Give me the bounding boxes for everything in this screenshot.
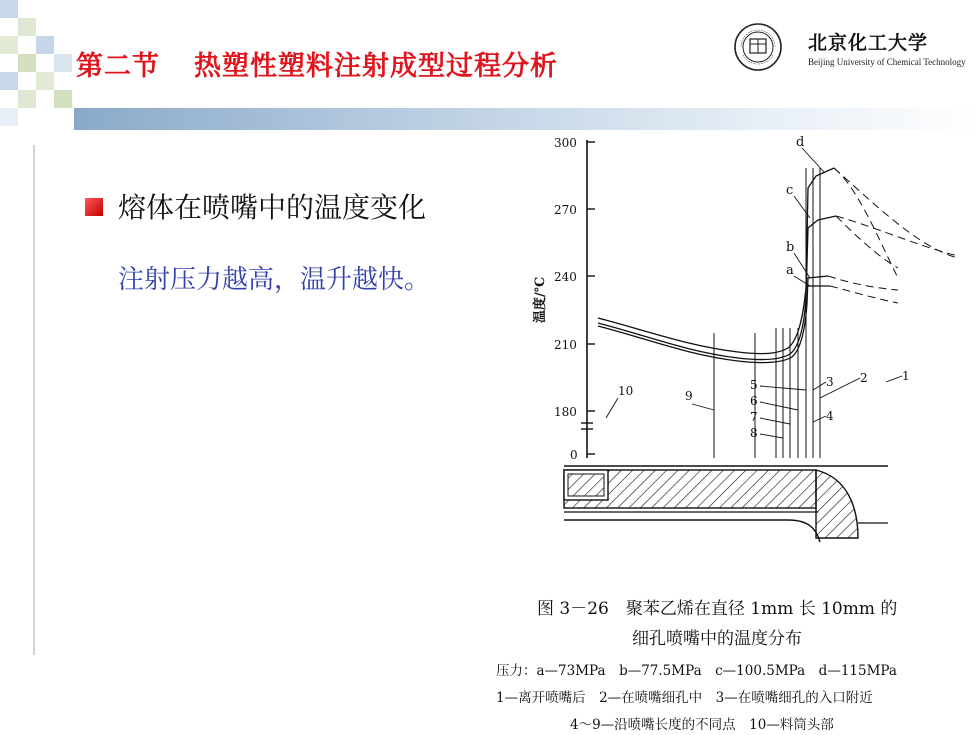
temperature-distribution-figure <box>488 128 980 550</box>
y-ticks <box>581 142 595 454</box>
figure-caption-subtitle: 细孔喷嘴中的温度分布 <box>632 629 802 649</box>
title-underline-bar <box>74 108 980 130</box>
point-label: 5 <box>750 378 758 392</box>
y-tick-label: 270 <box>554 203 577 217</box>
figure-caption-pressures: 压力：a—73MPa b—77.5MPa c—100.5MPa d—115MPa <box>496 663 897 679</box>
y-tick-label: 210 <box>554 338 577 352</box>
y-tick-label: 240 <box>554 270 577 284</box>
section-label: 第二节 <box>76 51 160 82</box>
figure-caption-title: 图 3－26 聚苯乙烯在直径 1mm 长 10mm 的 <box>537 599 898 619</box>
point-label: 10 <box>618 384 634 398</box>
figure-caption-legend-1: 1—离开喷嘴后 2—在喷嘴细孔中 3—在喷嘴细孔的入口附近 <box>496 690 873 706</box>
curve-label-c: c <box>786 183 794 198</box>
point-label: 3 <box>826 375 834 389</box>
extrapolated-curves <box>828 168 958 303</box>
university-seal-icon <box>733 22 783 72</box>
point-label: 6 <box>750 394 758 408</box>
point-label: 4 <box>826 409 834 423</box>
curve-label-d: d <box>796 135 805 150</box>
curve-label-a: a <box>786 263 794 278</box>
university-name-en: Beijing University of Chemical Technology <box>808 57 966 67</box>
point-label: 1 <box>902 369 910 383</box>
nozzle-cross-section <box>564 466 888 542</box>
curve-label-b: b <box>786 240 795 255</box>
bullet-point-text: 熔体在喷嘴中的温度变化 <box>118 191 427 224</box>
figure-caption-legend-2: 4～9—沿喷嘴长度的不同点 10—料筒头部 <box>570 717 834 733</box>
university-name-cn: 北京化工大学 <box>808 32 929 54</box>
y-tick-label: 0 <box>570 448 578 462</box>
point-label: 9 <box>685 389 693 403</box>
y-axis-label: 温度/℃ <box>533 276 548 323</box>
left-divider <box>33 145 35 655</box>
page-title <box>76 44 558 83</box>
temperature-curves <box>598 168 836 363</box>
highlight-text: 注射压力越高，温升越快。 <box>118 265 431 295</box>
y-tick-label: 300 <box>554 136 577 150</box>
y-tick-label: 180 <box>554 405 577 419</box>
point-label: 2 <box>860 371 868 385</box>
bullet-square-icon <box>85 198 103 216</box>
point-label: 8 <box>750 426 758 440</box>
point-label: 7 <box>750 410 758 424</box>
section-title: 热塑性塑料注射成型过程分析 <box>194 51 558 82</box>
